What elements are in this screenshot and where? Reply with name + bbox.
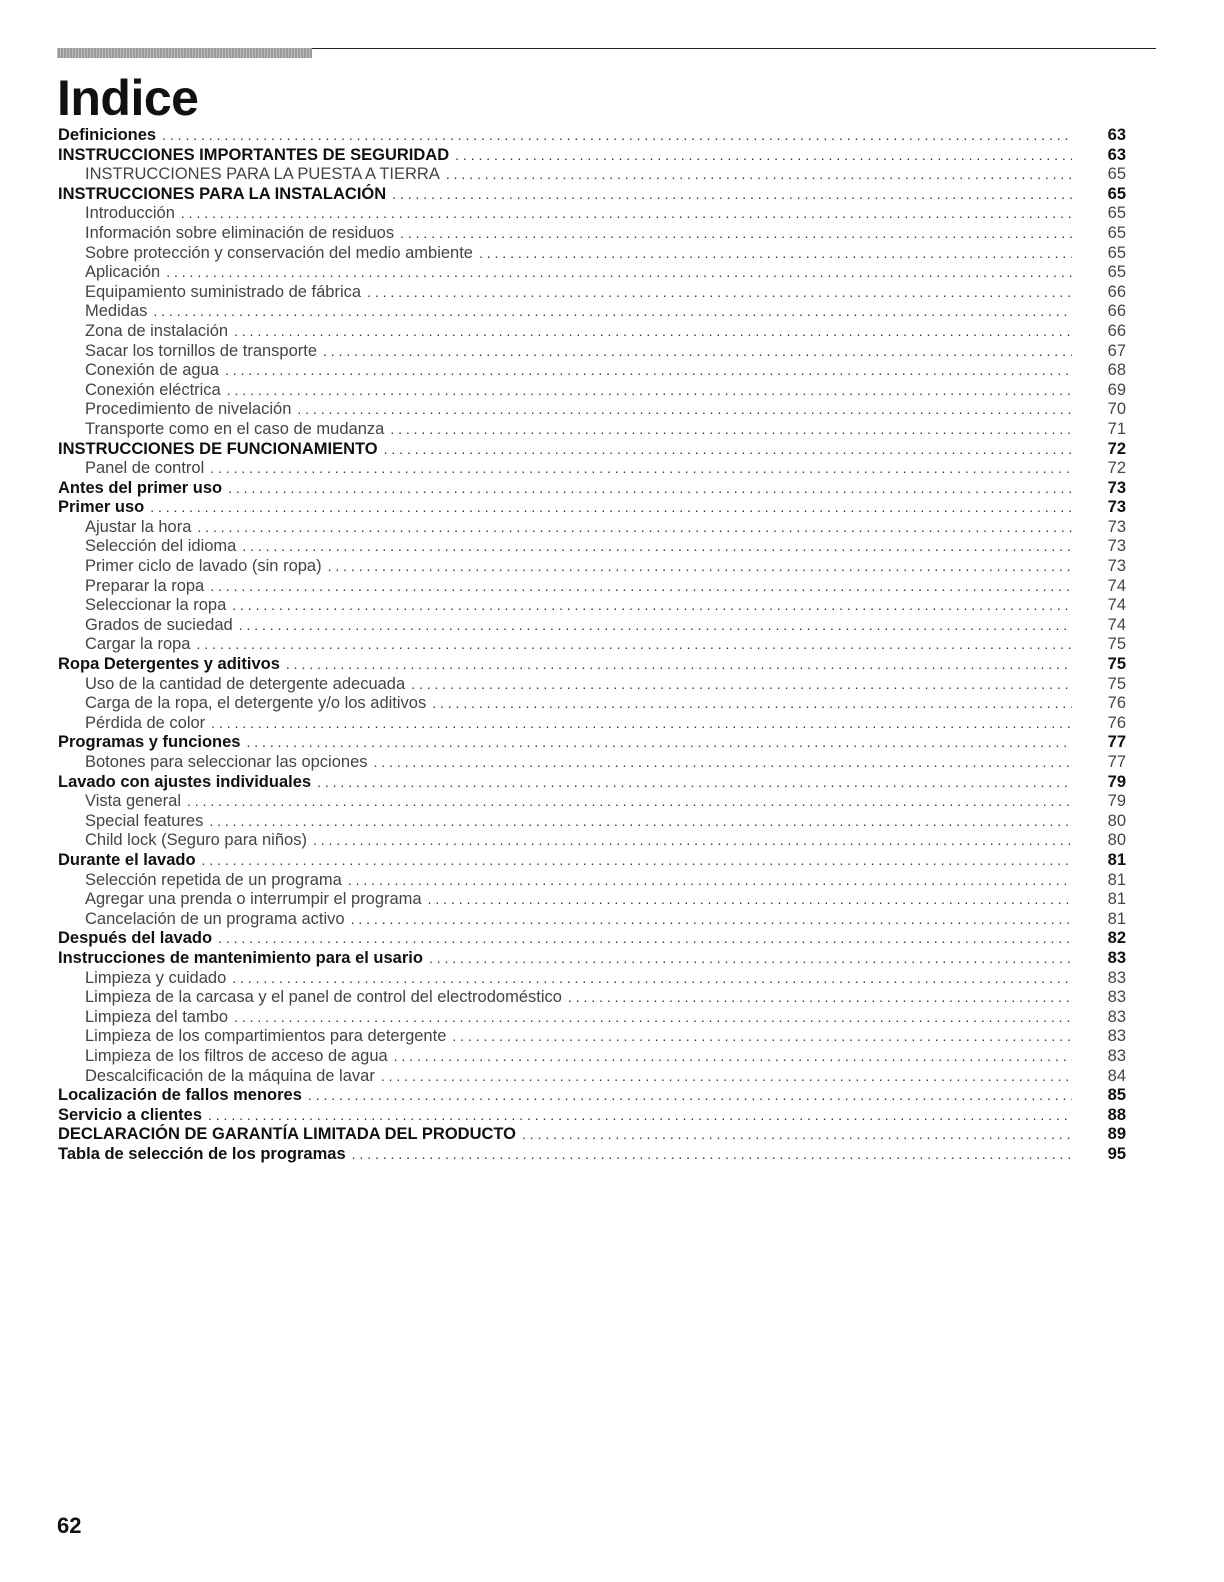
toc-page-number: 95: [1107, 1144, 1126, 1163]
toc-page-number: 81: [1107, 870, 1126, 889]
toc-label: Servicio a clientes: [58, 1105, 202, 1124]
toc-dot-leader: [394, 1047, 1072, 1067]
toc-subsection[interactable]: [58, 969, 1126, 989]
toc-label: Botones para seleccionar las opciones: [85, 753, 368, 771]
toc-page-number: 66: [1107, 302, 1126, 321]
toc-label: Aplicación: [85, 263, 161, 282]
toc-section[interactable]: [58, 146, 1126, 166]
toc-page-number: 75: [1107, 655, 1126, 674]
toc-section[interactable]: [58, 851, 1126, 871]
toc-label: Lavado con ajustes individuales: [58, 772, 312, 791]
toc-page-number: 81: [1107, 890, 1126, 909]
toc-subsection[interactable]: [58, 675, 1126, 695]
toc-subsection[interactable]: [58, 342, 1126, 362]
toc-subsection[interactable]: [58, 263, 1126, 283]
toc-subsection[interactable]: [58, 577, 1126, 597]
toc-page-number: 80: [1107, 811, 1126, 830]
toc-dot-leader: [348, 871, 1072, 891]
toc-section[interactable]: [58, 440, 1126, 460]
toc-dot-leader: [374, 753, 1072, 773]
toc-label: Carga de la ropa, el detergente y/o los aditivos: [85, 694, 427, 713]
toc-page-number: 85: [1107, 1086, 1126, 1105]
toc-dot-leader: [429, 949, 1072, 969]
toc-section[interactable]: [58, 1125, 1126, 1145]
toc-subsection[interactable]: [58, 812, 1126, 832]
toc-subsection[interactable]: [58, 244, 1126, 264]
toc-dot-leader: [210, 577, 1072, 597]
toc-subsection[interactable]: [58, 204, 1126, 224]
toc-dot-leader: [568, 988, 1072, 1008]
toc-dot-leader: [286, 655, 1072, 675]
toc-page-number: 72: [1107, 459, 1126, 478]
toc-page-number: 63: [1107, 126, 1126, 144]
toc-label: Preparar la ropa: [85, 576, 205, 595]
toc-page-number: 75: [1107, 635, 1126, 654]
toc-dot-leader: [351, 910, 1072, 930]
toc-label: Programas y funciones: [58, 733, 241, 752]
toc-dot-leader: [411, 675, 1072, 695]
toc-page-number: 83: [1107, 1027, 1126, 1046]
toc-page-number: 83: [1107, 988, 1126, 1007]
toc-dot-leader: [328, 557, 1072, 577]
toc-dot-leader: [317, 773, 1072, 793]
toc-page-number: 83: [1107, 1007, 1126, 1026]
toc-section[interactable]: [58, 929, 1126, 949]
page-title: Indice: [57, 70, 199, 126]
toc-page-number: 65: [1107, 243, 1126, 262]
toc-page-number: 74: [1107, 596, 1126, 615]
toc-subsection[interactable]: [58, 635, 1126, 655]
toc-subsection[interactable]: [58, 459, 1126, 479]
toc-subsection[interactable]: [58, 322, 1126, 342]
toc-label: DECLARACIÓN DE GARANTÍA LIMITADA DEL PRODUCTO: [58, 1125, 517, 1144]
toc-section[interactable]: [58, 655, 1126, 675]
toc-section[interactable]: [58, 1106, 1126, 1126]
toc-label: INSTRUCCIONES DE FUNCIONAMIENTO: [58, 439, 378, 458]
toc-page-number: 76: [1107, 694, 1126, 713]
toc-dot-leader: [208, 1106, 1072, 1126]
toc-dot-leader: [246, 733, 1072, 753]
toc-page-number: 65: [1107, 165, 1126, 184]
toc-page-number: 73: [1107, 557, 1126, 576]
toc-dot-leader: [313, 831, 1072, 851]
toc-page-number: 76: [1107, 713, 1126, 732]
toc-page-number: 80: [1107, 831, 1126, 850]
toc-page-number: 79: [1107, 792, 1126, 811]
toc-page-number: 89: [1107, 1125, 1126, 1144]
toc-page-number: 73: [1107, 537, 1126, 556]
toc-label: Tabla de selección de los programas: [58, 1144, 346, 1163]
toc-page-number: 73: [1107, 517, 1126, 536]
toc-dot-leader: [400, 224, 1072, 244]
header-bar: [57, 48, 312, 58]
toc-page-number: 65: [1107, 223, 1126, 242]
toc-label: Seleccionar la ropa: [85, 596, 227, 615]
toc-dot-leader: [297, 400, 1072, 420]
toc-page-number: 73: [1107, 478, 1126, 497]
toc-subsection[interactable]: [58, 283, 1126, 303]
toc-dot-leader: [522, 1125, 1072, 1145]
toc-dot-leader: [239, 616, 1072, 636]
toc-subsection[interactable]: [58, 1047, 1126, 1067]
toc-label: Durante el lavado: [58, 850, 196, 869]
toc-dot-leader: [367, 283, 1072, 303]
toc-dot-leader: [227, 381, 1072, 401]
toc-subsection[interactable]: [58, 910, 1126, 930]
toc-dot-leader: [446, 165, 1072, 185]
toc-page-number: 68: [1107, 361, 1126, 380]
toc-page-number: 82: [1107, 929, 1126, 948]
toc-section[interactable]: [58, 773, 1126, 793]
toc-dot-leader: [392, 185, 1072, 205]
toc-dot-leader: [479, 244, 1072, 264]
toc-label: Grados de suciedad: [85, 615, 233, 634]
toc-subsection[interactable]: [58, 1027, 1126, 1047]
toc-label: Limpieza de los compartimientos para detergente: [85, 1027, 447, 1046]
toc-page-number: 66: [1107, 321, 1126, 340]
toc-subsection[interactable]: [58, 224, 1126, 244]
toc-subsection[interactable]: [58, 988, 1126, 1008]
toc-page-number: 65: [1107, 184, 1126, 203]
toc-page-number: 63: [1107, 145, 1126, 164]
toc-label: INSTRUCCIONES PARA LA INSTALACIÓN: [58, 184, 387, 203]
table-of-contents: [58, 126, 1126, 1164]
toc-page-number: 65: [1107, 204, 1126, 223]
toc-label: Child lock (Seguro para niños): [85, 831, 307, 850]
toc-dot-leader: [242, 537, 1072, 557]
toc-dot-leader: [432, 694, 1072, 714]
toc-dot-leader: [452, 1027, 1072, 1047]
toc-page-number: 81: [1107, 850, 1126, 869]
toc-label: Equipamiento suministrado de fábrica: [85, 282, 362, 301]
toc-subsection[interactable]: [58, 518, 1126, 538]
toc-label: Selección del idioma: [85, 537, 237, 556]
toc-dot-leader: [196, 635, 1072, 655]
toc-dot-leader: [153, 302, 1072, 322]
toc-page-number: 83: [1107, 1046, 1126, 1065]
toc-subsection[interactable]: [58, 361, 1126, 381]
toc-subsection[interactable]: [58, 302, 1126, 322]
toc-subsection[interactable]: [58, 871, 1126, 891]
toc-label: Información sobre eliminación de residuos: [85, 223, 395, 242]
toc-label: Medidas: [85, 302, 148, 321]
toc-dot-leader: [455, 146, 1072, 166]
toc-dot-leader: [181, 204, 1072, 224]
toc-label: Vista general: [85, 792, 182, 811]
toc-dot-leader: [232, 969, 1072, 989]
toc-page-number: 88: [1107, 1105, 1126, 1124]
toc-page-number: 79: [1107, 772, 1126, 791]
toc-dot-leader: [218, 929, 1072, 949]
toc-subsection[interactable]: [58, 1008, 1126, 1028]
toc-label: INSTRUCCIONES PARA LA PUESTA A TIERRA: [85, 165, 440, 184]
toc-label: Limpieza de la carcasa y el panel de control del electrodoméstico: [85, 988, 562, 1007]
toc-subsection[interactable]: [58, 400, 1126, 420]
toc-dot-leader: [390, 420, 1072, 440]
toc-label: Conexión eléctrica: [85, 380, 221, 399]
toc-subsection[interactable]: [58, 537, 1126, 557]
toc-label: Transporte como en el caso de mudanza: [85, 419, 385, 438]
toc-label: Cargar la ropa: [85, 635, 191, 654]
toc-label: Conexión de agua: [85, 361, 219, 380]
toc-dot-leader: [234, 1008, 1072, 1028]
toc-section[interactable]: [58, 1086, 1126, 1106]
toc-section[interactable]: [58, 185, 1126, 205]
toc-label: Special features: [85, 811, 204, 830]
toc-page-number: 69: [1107, 380, 1126, 399]
toc-dot-leader: [428, 890, 1072, 910]
toc-dot-leader: [162, 126, 1072, 146]
toc-subsection[interactable]: [58, 890, 1126, 910]
toc-label: Definiciones: [58, 126, 157, 144]
toc-dot-leader: [323, 342, 1072, 362]
toc-page-number: 71: [1107, 419, 1126, 438]
toc-subsection[interactable]: [58, 165, 1126, 185]
toc-label: Ajustar la hora: [85, 517, 192, 536]
toc-label: Ropa Detergentes y aditivos: [58, 655, 280, 674]
toc-section[interactable]: [58, 733, 1126, 753]
toc-dot-leader: [352, 1145, 1072, 1165]
toc-dot-leader: [225, 361, 1072, 381]
toc-dot-leader: [232, 596, 1072, 616]
toc-page-number: 65: [1107, 263, 1126, 282]
toc-label: Instrucciones de mantenimiento para el usario: [58, 948, 423, 967]
toc-page-number: 83: [1107, 948, 1126, 967]
toc-page-number: 83: [1107, 968, 1126, 987]
toc-label: Sacar los tornillos de transporte: [85, 341, 318, 360]
toc-dot-leader: [187, 792, 1072, 812]
toc-label: Descalcificación de la máquina de lavar: [85, 1066, 375, 1085]
toc-subsection[interactable]: [58, 616, 1126, 636]
toc-subsection[interactable]: [58, 792, 1126, 812]
toc-dot-leader: [209, 812, 1072, 832]
toc-subsection[interactable]: [58, 596, 1126, 616]
toc-label: Sobre protección y conservación del medio ambiente: [85, 243, 473, 262]
toc-label: Pérdida de color: [85, 713, 206, 732]
toc-section[interactable]: [58, 1145, 1126, 1165]
page-number: 62: [57, 1513, 82, 1538]
toc-dot-leader: [381, 1067, 1072, 1087]
toc-page-number: 66: [1107, 282, 1126, 301]
toc-subsection[interactable]: [58, 381, 1126, 401]
toc-section[interactable]: [58, 126, 1126, 146]
toc-dot-leader: [150, 498, 1072, 518]
toc-page-number: 67: [1107, 341, 1126, 360]
toc-label: Cancelación de un programa activo: [85, 909, 345, 928]
toc-page-number: 81: [1107, 909, 1126, 928]
toc-label: Introducción: [85, 204, 175, 223]
toc-dot-leader: [197, 518, 1072, 538]
toc-page-number: 74: [1107, 576, 1126, 595]
toc-label: Limpieza de los filtros de acceso de agua: [85, 1046, 388, 1065]
toc-page-number: 73: [1107, 498, 1126, 517]
toc-page-number: 72: [1107, 439, 1126, 458]
toc-dot-leader: [384, 440, 1072, 460]
toc-dot-leader: [228, 479, 1072, 499]
toc-section[interactable]: [58, 949, 1126, 969]
toc-subsection[interactable]: [58, 1067, 1126, 1087]
toc-label: Limpieza y cuidado: [85, 968, 227, 987]
toc-subsection[interactable]: [58, 694, 1126, 714]
toc-page-number: 77: [1107, 733, 1126, 752]
toc-label: Antes del primer uso: [58, 478, 223, 497]
toc-page-number: 75: [1107, 674, 1126, 693]
toc-page-number: 84: [1107, 1066, 1126, 1085]
toc-label: Primer ciclo de lavado (sin ropa): [85, 557, 322, 576]
toc-label: Selección repetida de un programa: [85, 870, 342, 889]
toc-subsection[interactable]: [58, 557, 1126, 577]
toc-label: Procedimiento de nivelación: [85, 400, 292, 419]
toc-page-number: 77: [1107, 753, 1126, 771]
toc-subsection[interactable]: [58, 753, 1126, 773]
toc-subsection[interactable]: [58, 831, 1126, 851]
toc-label: Localización de fallos menores: [58, 1086, 302, 1105]
toc-dot-leader: [211, 714, 1072, 734]
toc-dot-leader: [210, 459, 1072, 479]
toc-label: Uso de la cantidad de detergente adecuada: [85, 674, 406, 693]
toc-section[interactable]: [58, 498, 1126, 518]
toc-label: Agregar una prenda o interrumpir el programa: [85, 890, 422, 909]
toc-section[interactable]: [58, 479, 1126, 499]
toc-page-number: 70: [1107, 400, 1126, 419]
toc-label: Panel de control: [85, 459, 205, 478]
toc-label: Zona de instalación: [85, 321, 229, 340]
toc-subsection[interactable]: [58, 420, 1126, 440]
toc-dot-leader: [308, 1086, 1072, 1106]
toc-dot-leader: [234, 322, 1072, 342]
toc-dot-leader: [202, 851, 1072, 871]
toc-page-number: 74: [1107, 615, 1126, 634]
toc-subsection[interactable]: [58, 714, 1126, 734]
toc-dot-leader: [166, 263, 1072, 283]
toc-label: INSTRUCCIONES IMPORTANTES DE SEGURIDAD: [58, 145, 450, 164]
toc-label: Primer uso: [58, 498, 145, 517]
toc-label: Limpieza del tambo: [85, 1007, 229, 1026]
toc-label: Después del lavado: [58, 929, 213, 948]
